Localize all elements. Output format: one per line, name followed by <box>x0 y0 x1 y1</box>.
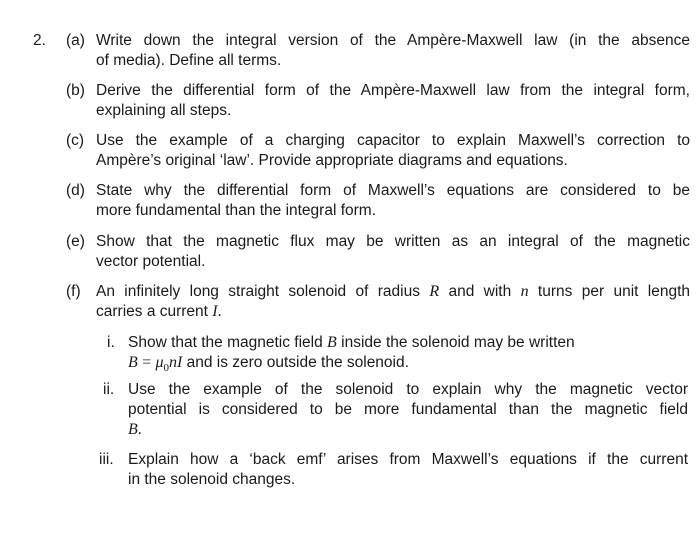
text-fragment: turns per unit length <box>537 283 691 300</box>
part-line <box>96 302 690 322</box>
math-symbol: = <box>142 354 152 371</box>
subpart-line <box>128 353 688 373</box>
part-label: (e) <box>66 233 85 250</box>
part-label: (b) <box>66 82 85 99</box>
subpart-line: potential is considered to be more fundamental than the magnetic field <box>128 401 688 418</box>
part-line: more fundamental than the integral form. <box>96 202 377 219</box>
math-symbol: R <box>429 283 440 300</box>
math-subscript: 0 <box>163 362 169 375</box>
part-label: (f) <box>66 283 81 300</box>
part-text <box>96 31 690 71</box>
math-symbol: n <box>168 354 177 371</box>
text-fragment: carries a current <box>96 303 208 320</box>
part-line: State why the differential form of Maxwell’s equations are considered to be <box>96 182 690 199</box>
part-text <box>96 81 690 121</box>
part-label: (d) <box>66 182 85 199</box>
part-line: Write down the integral version of the Ampère-Maxwell law (in the absence <box>96 32 690 49</box>
question-number: 2. <box>33 32 46 49</box>
part-line: Show that the magnetic flux may be written as an integral of the magnetic <box>96 233 690 250</box>
math-symbol: . <box>137 421 142 438</box>
subpart-line: Use the example of the solenoid to explain why the magnetic vector <box>128 381 688 398</box>
math-symbol: I <box>212 303 218 320</box>
math-symbol: B <box>128 354 138 371</box>
subpart-text <box>128 450 688 490</box>
part-text <box>96 232 690 272</box>
text-fragment: inside the solenoid may be written <box>341 334 575 351</box>
part-label: (c) <box>66 132 85 149</box>
subpart-text <box>128 380 688 440</box>
part-text <box>96 282 690 322</box>
subpart-line <box>128 420 688 440</box>
part-line: Derive the differential form of the Ampère-Maxwell law from the integral form, <box>96 82 690 99</box>
text-fragment: An infinitely long straight solenoid of radius <box>96 283 420 300</box>
part-label: (a) <box>66 32 85 49</box>
part-line: of media). Define all terms. <box>96 52 282 69</box>
subpart-label: iii. <box>99 451 114 468</box>
part-line <box>96 282 690 302</box>
subpart-line: Explain how a ‘back emf’ arises from Maxwell’s equations if the current <box>128 451 688 468</box>
text-fragment: and with <box>448 283 512 300</box>
part-text <box>96 131 690 171</box>
math-symbol: I <box>176 354 183 371</box>
text-fragment: and is zero outside the solenoid. <box>186 354 409 371</box>
part-line: Ampère’s original ‘law’. Provide appropriate diagrams and equations. <box>96 152 568 169</box>
part-line: explaining all steps. <box>96 102 232 119</box>
subpart-line <box>128 333 688 353</box>
subpart-line: in the solenoid changes. <box>128 471 296 488</box>
math-symbol: B <box>128 421 138 438</box>
part-line: Use the example of a charging capacitor to explain Maxwell’s correction to <box>96 132 690 149</box>
text-fragment: Show that the magnetic field <box>128 334 323 351</box>
part-text <box>96 181 690 221</box>
subpart-label: ii. <box>103 381 115 398</box>
part-line: vector potential. <box>96 253 206 270</box>
math-symbol: B <box>327 334 337 351</box>
math-symbol: μ <box>155 354 164 371</box>
subpart-label: i. <box>107 334 115 351</box>
math-symbol: . <box>217 303 222 320</box>
subpart-text <box>128 333 688 373</box>
math-symbol: n <box>520 283 529 300</box>
